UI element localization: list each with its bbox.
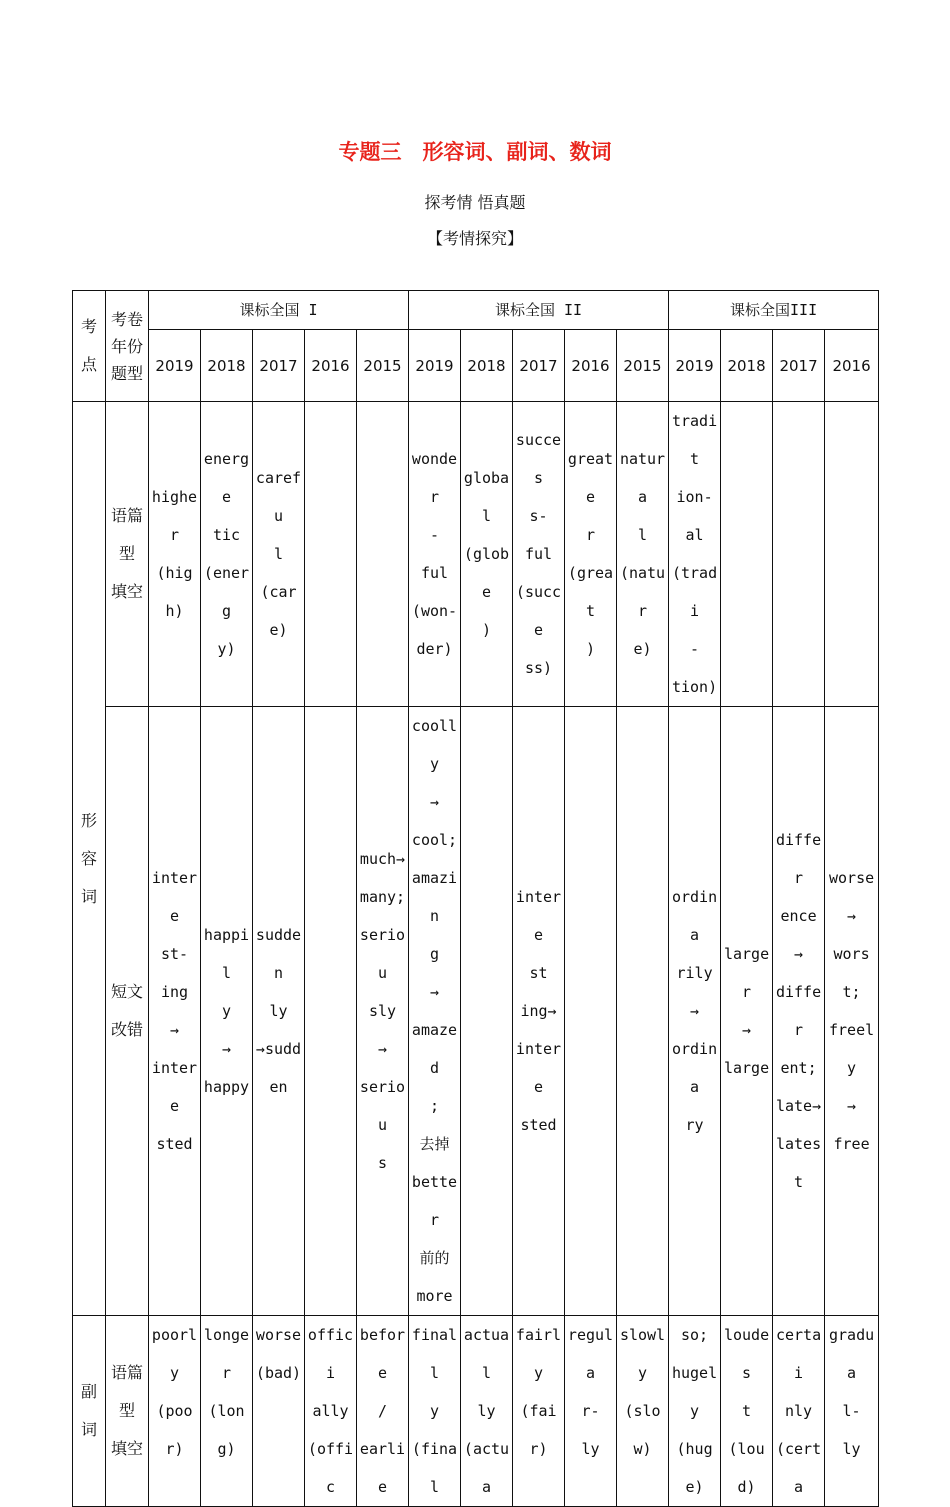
answer-cell: ordina rily → ordina ry — [669, 707, 721, 1316]
answer-cell: finall y (final — [409, 1316, 461, 1507]
answer-cell: offici ally (offic — [305, 1316, 357, 1507]
year-cell: 2019 — [409, 330, 461, 402]
answer-cell: worse → worst; freely → free — [825, 707, 879, 1316]
answer-cell: happil y → happy — [201, 707, 253, 1316]
answer-cell — [461, 707, 513, 1316]
year-cell: 2015 — [617, 330, 669, 402]
header-corner-labels: 考卷 年份 题型 — [106, 291, 149, 402]
answer-cell: succes s- ful (succe ss) — [513, 402, 565, 707]
group-header-2: 课标全国 II — [409, 291, 669, 330]
answer-cell: greate r (great ) — [565, 402, 617, 707]
subtitle: 探考情 悟真题 — [424, 193, 526, 212]
year-cell: 2018 — [721, 330, 773, 402]
answer-cell — [721, 402, 773, 707]
answer-cell: tradit ion- al (tradi - tion) — [669, 402, 721, 707]
group-header-1: 课标全国 I — [149, 291, 409, 330]
answer-cell: much→ many; seriou sly → seriou s — [357, 707, 409, 1316]
answer-cell: energe tic (energ y) — [201, 402, 253, 707]
answer-cell: actual ly (actua — [461, 1316, 513, 1507]
answer-cell: gradua l- ly — [825, 1316, 879, 1507]
type-adj-correct: 短文 改错 — [106, 707, 149, 1316]
answer-cell — [305, 707, 357, 1316]
answer-cell: coolly → cool; amazin g → amazed ; 去掉 better 前的 more — [409, 707, 461, 1316]
answer-cell — [773, 402, 825, 707]
answer-cell: intere st- ing → intere sted — [149, 707, 201, 1316]
year-cell: 2015 — [357, 330, 409, 402]
answer-cell: carefu l (care) — [253, 402, 305, 707]
answer-cell: loudes t (loud) — [721, 1316, 773, 1507]
exam-analysis-table — [72, 290, 879, 1507]
type-adj-fill: 语篇 型 填空 — [106, 402, 149, 707]
answer-cell — [617, 707, 669, 1316]
answer-cell: sudden ly →sudd en — [253, 707, 305, 1316]
answer-cell: fairly (fair) — [513, 1316, 565, 1507]
header-kaodian: 考 点 — [73, 291, 106, 402]
answer-cell: higher (high) — [149, 402, 201, 707]
answer-cell: global (globe ) — [461, 402, 513, 707]
category-adverb: 副 词 — [73, 1316, 106, 1507]
answer-cell: intere st ing→ intere sted — [513, 707, 565, 1316]
answer-cell: natura l (natur e) — [617, 402, 669, 707]
year-cell: 2016 — [825, 330, 879, 402]
type-adv-fill: 语篇 型 填空 — [106, 1316, 149, 1507]
answer-cell: differ ence → differ ent; late→ latest — [773, 707, 825, 1316]
year-cell: 2017 — [773, 330, 825, 402]
answer-cell — [357, 402, 409, 707]
category-adjective: 形 容 词 — [73, 402, 106, 1316]
year-cell: 2016 — [305, 330, 357, 402]
page-title: 专题三 形容词、副词、数词 — [338, 140, 612, 164]
answer-cell: so; hugely (huge) — [669, 1316, 721, 1507]
answer-cell: wonder - ful (won- der) — [409, 402, 461, 707]
answer-cell: longer (long) — [201, 1316, 253, 1507]
group-header-3: 课标全国III — [669, 291, 879, 330]
year-cell: 2016 — [565, 330, 617, 402]
answer-cell: before / earlie — [357, 1316, 409, 1507]
answer-cell: slowly (slow) — [617, 1316, 669, 1507]
year-cell: 2019 — [149, 330, 201, 402]
year-cell: 2019 — [669, 330, 721, 402]
answer-cell — [825, 402, 879, 707]
answer-cell: regula r- ly — [565, 1316, 617, 1507]
answer-cell — [305, 402, 357, 707]
year-cell: 2017 — [513, 330, 565, 402]
year-cell: 2017 — [253, 330, 305, 402]
answer-cell: larger → large — [721, 707, 773, 1316]
answer-cell: worse (bad) — [253, 1316, 305, 1507]
year-cell: 2018 — [461, 330, 513, 402]
answer-cell: poorly (poor) — [149, 1316, 201, 1507]
answer-cell: certai nly (certa — [773, 1316, 825, 1507]
answer-cell — [565, 707, 617, 1316]
year-cell: 2018 — [201, 330, 253, 402]
section-heading: 【考情探究】 — [426, 229, 523, 248]
